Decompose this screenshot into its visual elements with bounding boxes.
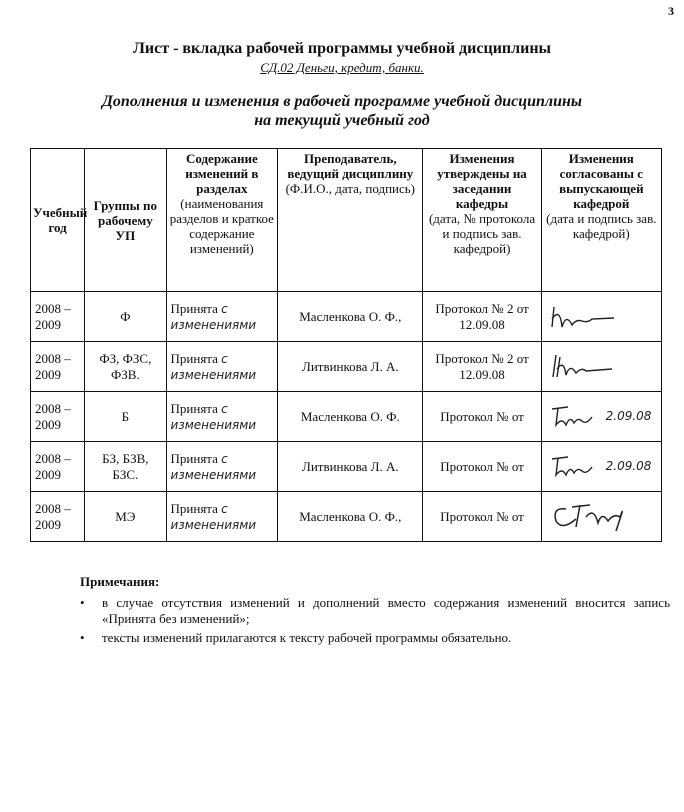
table-row bbox=[31, 442, 662, 492]
content-text: Принята bbox=[170, 300, 218, 316]
bullet-icon: • bbox=[80, 595, 85, 610]
revisions-table bbox=[30, 148, 662, 542]
cell-group: БЗ, БЗВ, БЗС. bbox=[85, 442, 166, 492]
section-heading-line-2: на текущий учебный год bbox=[254, 112, 430, 129]
cell-year: 2008 – 2009 bbox=[31, 492, 85, 542]
cell-group: ФЗ, ФЗС, ФЗВ. bbox=[85, 342, 166, 392]
handwritten-signature bbox=[546, 403, 606, 431]
cell-protocol: Протокол № 2 от 12.09.08 bbox=[423, 342, 541, 392]
table-row bbox=[31, 492, 662, 542]
handwritten-signature bbox=[546, 347, 646, 387]
cell-signature bbox=[541, 292, 661, 342]
cell-teacher: Литвинкова Л. А. bbox=[278, 442, 423, 492]
header-groups: Группы по рабочему УП bbox=[85, 149, 166, 292]
handwritten-signature bbox=[546, 453, 606, 481]
signature-date: 2.09.08 bbox=[605, 458, 652, 473]
cell-content bbox=[166, 492, 278, 542]
header-agreed-sub: (дата и подпись зав. кафедрой) bbox=[546, 211, 657, 241]
header-approved-sub: (дата, № протокола и подпись зав. кафедрой) bbox=[428, 211, 536, 256]
page-number: 3 bbox=[668, 4, 674, 18]
cell-content bbox=[166, 442, 278, 492]
bullet-icon: • bbox=[80, 630, 85, 645]
cell-group: Ф bbox=[85, 292, 166, 342]
header-approved-main: Изменения утверждены на заседании кафедры bbox=[437, 151, 527, 211]
table-header-row bbox=[31, 149, 662, 292]
header-approved bbox=[423, 149, 541, 292]
note-item bbox=[80, 595, 670, 627]
header-agreed bbox=[541, 149, 661, 292]
section-heading-line-1: Дополнения и изменения в рабочей программе учебной дисциплины bbox=[102, 93, 582, 110]
content-handwritten: с изменениями bbox=[170, 501, 257, 532]
cell-year: 2008 – 2009 bbox=[31, 292, 85, 342]
content-text: Принята bbox=[170, 450, 218, 466]
cell-group: МЭ bbox=[85, 492, 166, 542]
discipline-name: СД.02 Деньги, кредит, банки. bbox=[260, 60, 424, 75]
cell-signature bbox=[541, 342, 661, 392]
cell-protocol: Протокол № 2 от 12.09.08 bbox=[423, 292, 541, 342]
note-item bbox=[80, 630, 670, 646]
table-row bbox=[31, 392, 662, 442]
cell-year: 2008 – 2009 bbox=[31, 442, 85, 492]
content-handwritten: с изменениями bbox=[170, 301, 257, 332]
content-handwritten: с изменениями bbox=[170, 451, 257, 482]
cell-content bbox=[166, 392, 278, 442]
cell-teacher: Литвинкова Л. А. bbox=[278, 342, 423, 392]
table-row bbox=[31, 342, 662, 392]
notes-title: Примечания: bbox=[80, 574, 160, 589]
document-title: Лист - вкладка рабочей программы учебной дисциплины bbox=[132, 40, 552, 57]
cell-signature bbox=[541, 442, 661, 492]
notes-list bbox=[80, 595, 670, 646]
cell-protocol: Протокол № от bbox=[423, 392, 541, 442]
header-content-sub: (наименования разделов и краткое содержание изменений) bbox=[169, 196, 274, 256]
content-text: Принята bbox=[170, 350, 218, 366]
content-handwritten: с изменениями bbox=[170, 351, 257, 382]
header-teacher-sub: (Ф.И.О., дата, подпись) bbox=[285, 181, 416, 196]
cell-content bbox=[166, 342, 278, 392]
cell-signature bbox=[541, 492, 661, 542]
note-text: в случае отсутствия изменений и дополнений вместо содержания изменений вносится запись «Принята без изменений»; bbox=[102, 595, 670, 626]
cell-teacher: Масленкова О. Ф., bbox=[278, 492, 423, 542]
table-row bbox=[31, 292, 662, 342]
header-content-main: Содержание изменений в разделах bbox=[185, 151, 259, 196]
cell-teacher: Масленкова О. Ф., bbox=[278, 292, 423, 342]
content-handwritten: с изменениями bbox=[170, 401, 257, 432]
cell-teacher: Масленкова О. Ф. bbox=[278, 392, 423, 442]
header-year: Учебный год bbox=[31, 149, 85, 292]
note-text: тексты изменений прилагаются к тексту рабочей программы обязательно. bbox=[102, 630, 512, 645]
signature-date: 2.09.08 bbox=[605, 408, 652, 423]
notes-section bbox=[80, 574, 670, 649]
cell-protocol: Протокол № от bbox=[423, 442, 541, 492]
cell-group: Б bbox=[85, 392, 166, 442]
header-teacher bbox=[278, 149, 423, 292]
handwritten-signature bbox=[546, 497, 646, 537]
cell-protocol: Протокол № от bbox=[423, 492, 541, 542]
cell-signature bbox=[541, 392, 661, 442]
cell-year: 2008 – 2009 bbox=[31, 392, 85, 442]
header-agreed-main: Изменения согласованы с выпускающей кафедрой bbox=[559, 151, 644, 211]
header-teacher-main: Преподаватель, ведущий дисциплину bbox=[287, 151, 414, 181]
content-text: Принята bbox=[170, 500, 218, 516]
content-text: Принята bbox=[170, 400, 218, 416]
handwritten-signature bbox=[546, 297, 646, 337]
header-content bbox=[166, 149, 278, 292]
cell-year: 2008 – 2009 bbox=[31, 342, 85, 392]
cell-content bbox=[166, 292, 278, 342]
section-heading bbox=[0, 92, 684, 130]
discipline-subtitle bbox=[0, 60, 684, 76]
